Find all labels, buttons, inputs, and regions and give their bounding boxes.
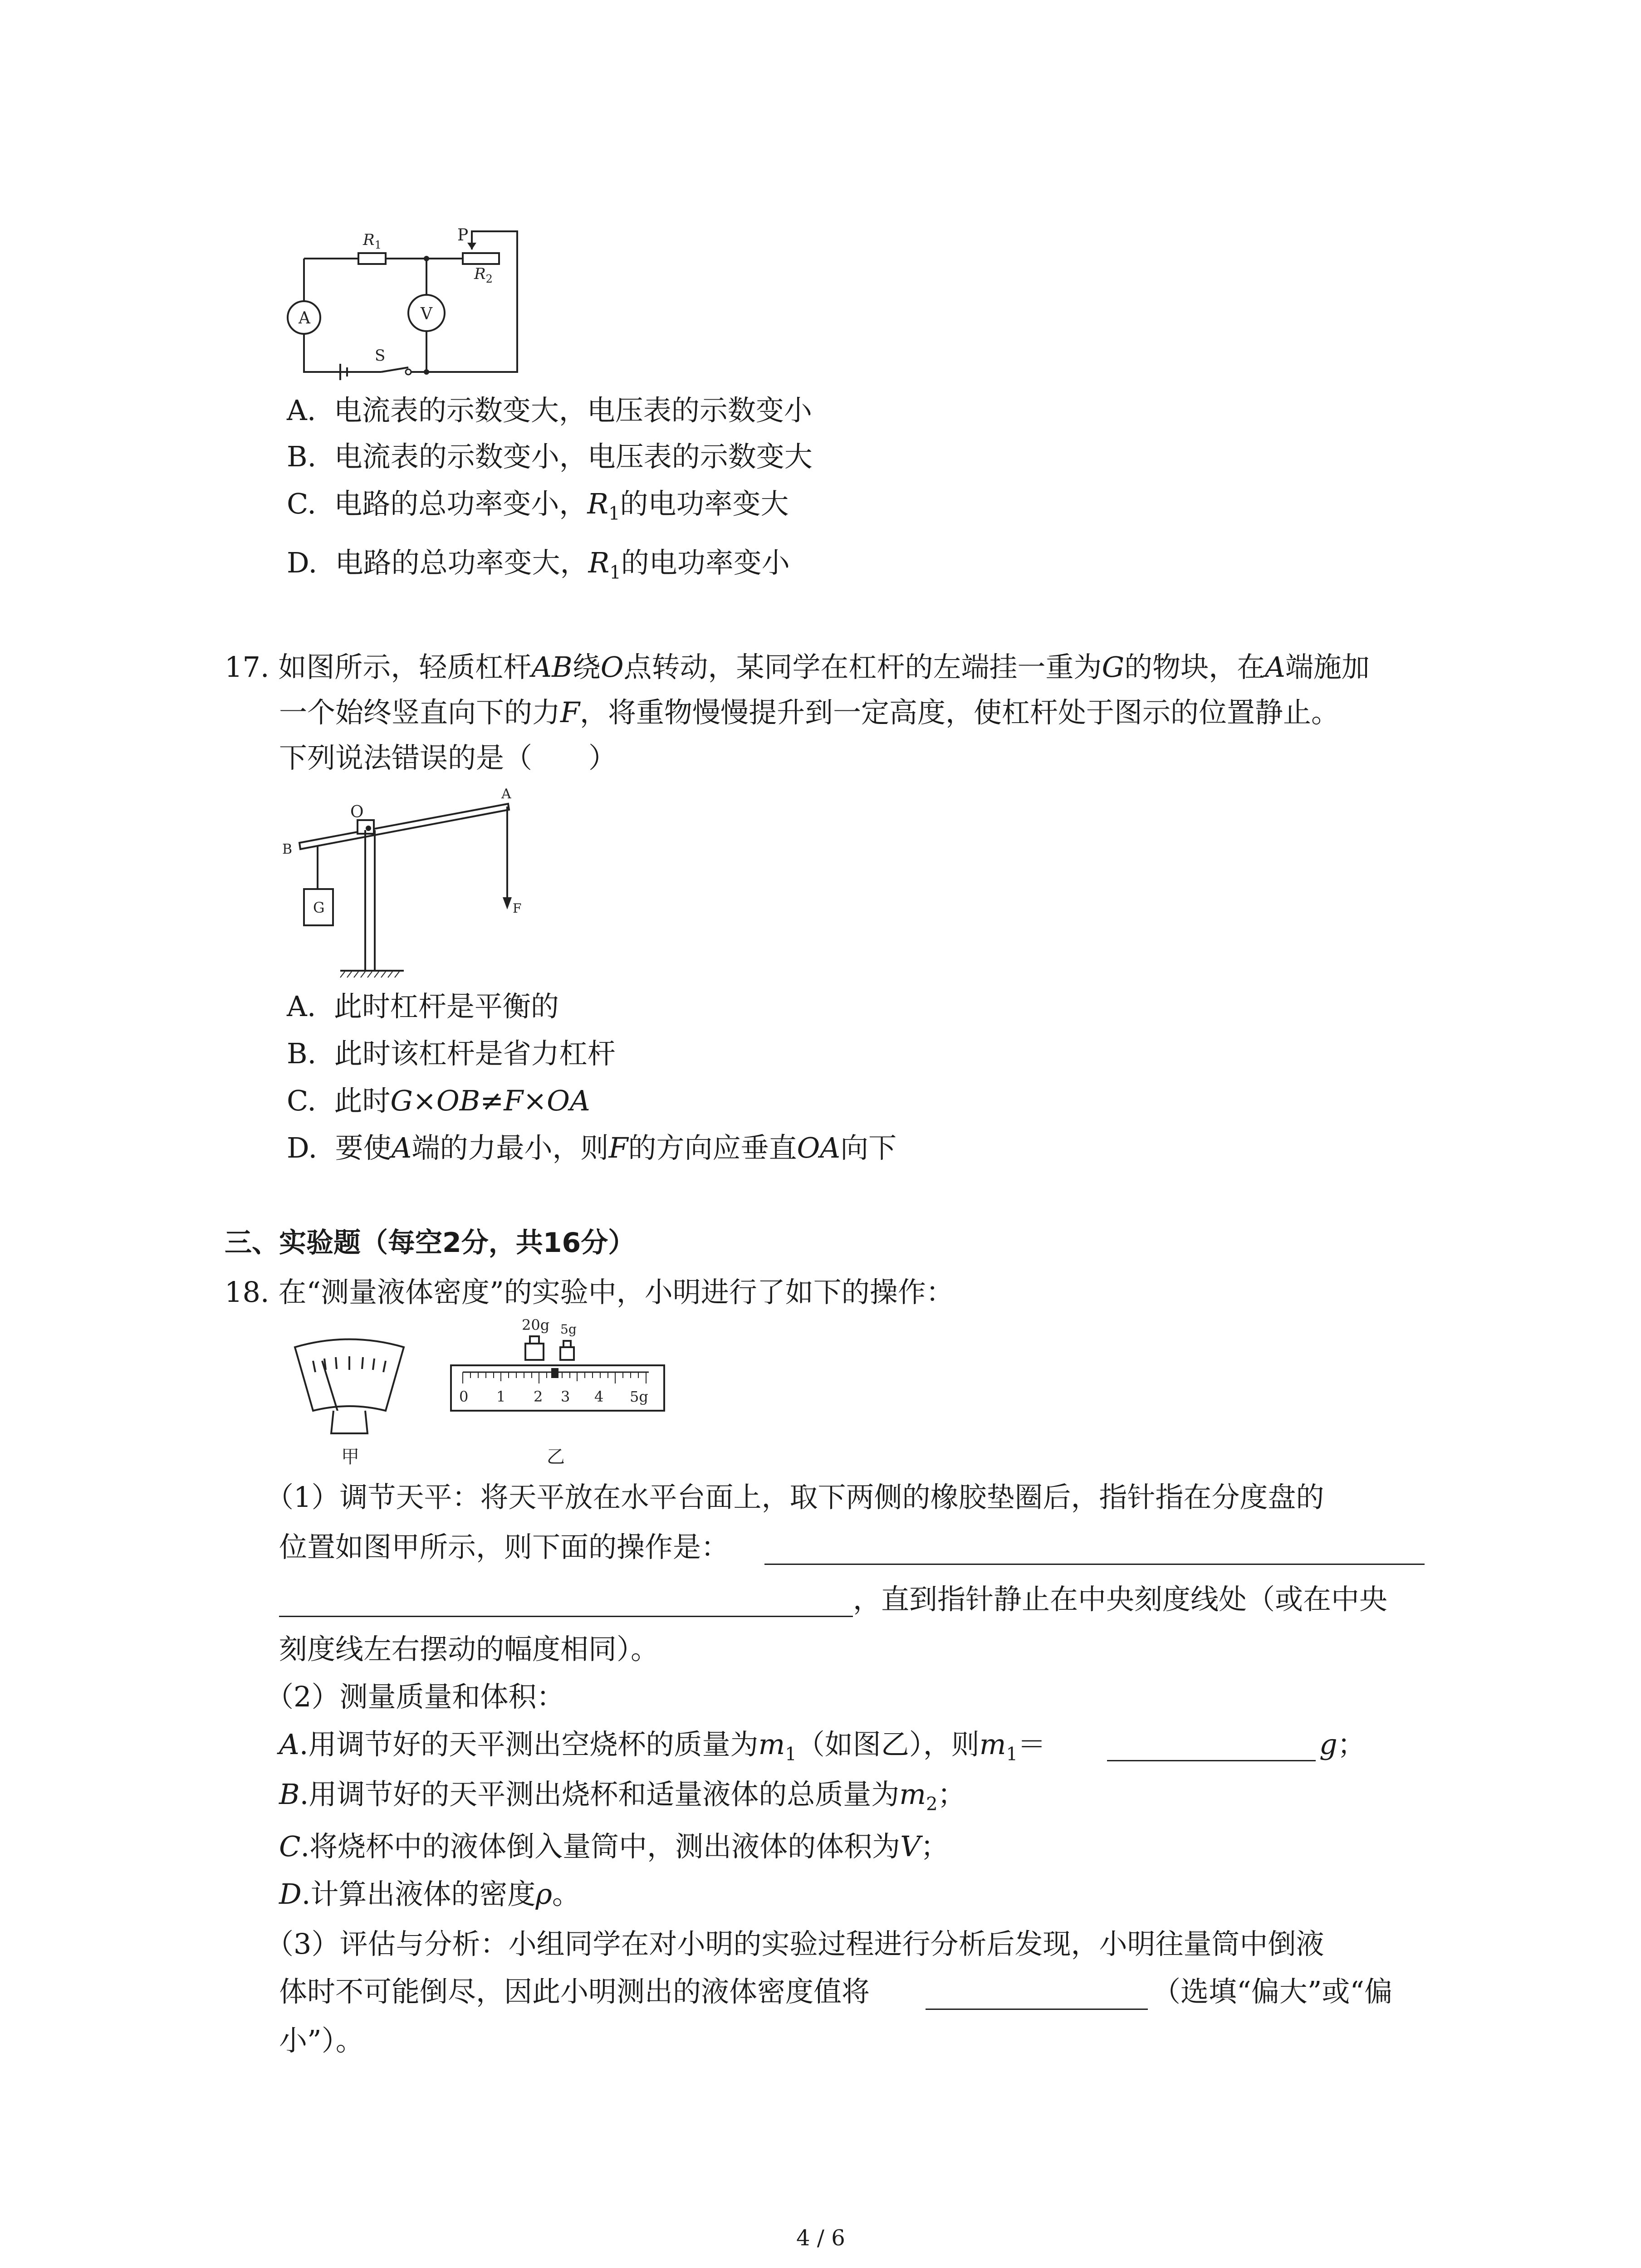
q18-p1-line-3: ，直到指针静止在中央刻度线处（或在中央 bbox=[853, 1583, 1388, 1616]
balance-weights-figure bbox=[449, 1315, 676, 1470]
q18-intro: 18. 在“测量液体密度”的实验中，小明进行了如下的操作： bbox=[225, 1276, 954, 1309]
lever-label-a: A bbox=[501, 786, 511, 802]
q18-p1-line-1: （1）调节天平：将天平放在水平台面上，取下两侧的橡胶垫圈后，指针指在分度盘的 bbox=[265, 1481, 1324, 1514]
ruler-tick-2: 2 bbox=[534, 1388, 543, 1405]
q18-p1-line-4: 刻度线左右摆动的幅度相同）。 bbox=[279, 1633, 659, 1666]
section-title: 三、实验题（每空2分，共16分） bbox=[225, 1227, 636, 1259]
ruler-tick-1: 1 bbox=[496, 1388, 506, 1405]
balance-dial-figure bbox=[290, 1334, 408, 1470]
q16-option-a: A. 电流表的示数变大，电压表的示数变小 bbox=[287, 394, 812, 427]
ruler-tick-4: 4 bbox=[594, 1388, 604, 1405]
answer-blank-1b[interactable] bbox=[279, 1616, 853, 1617]
lever-label-g: G bbox=[313, 899, 325, 916]
lever-label-b: B bbox=[282, 841, 293, 857]
ruler-tick-0: 0 bbox=[459, 1388, 469, 1405]
q18-p3-line-4: 小”）。 bbox=[279, 2024, 364, 2057]
q17-line-2: 一个始终竖直向下的力F，将重物慢慢提升到一定高度，使杠杆处于图示的位置静止。 bbox=[279, 696, 1340, 729]
q17-option-b: B. 此时该杠杆是省力杠杆 bbox=[287, 1037, 616, 1070]
q17-option-d: D. 要使A端的力最小，则F的方向应垂直OA向下 bbox=[287, 1131, 897, 1164]
q16-option-c: C. 电路的总功率变小，$R_1$的电功率变大 bbox=[287, 487, 789, 524]
q16-option-d: D. 电路的总功率变大，$R_1$的电功率变小 bbox=[287, 546, 790, 583]
figure-label-jia: 甲 bbox=[341, 1447, 359, 1467]
voltmeter-label: V bbox=[421, 305, 432, 323]
q18-p2-title: （2）测量质量和体积： bbox=[265, 1680, 565, 1713]
answer-blank-2[interactable] bbox=[1107, 1760, 1316, 1761]
switch-label: S bbox=[375, 347, 386, 365]
q17-option-a: A. 此时杠杆是平衡的 bbox=[287, 990, 559, 1023]
ruler-tick-3: 3 bbox=[561, 1388, 570, 1405]
q17-option-c: C. 此时G×OB≠F×OA bbox=[287, 1084, 590, 1117]
q17-line-3: 下列说法错误的是（ ） bbox=[279, 741, 617, 774]
q18-p3-line-1: （3）评估与分析：小组同学在对小明的实验过程进行分析后发现，小明往量筒中倒液 bbox=[265, 1927, 1324, 1960]
q18-p2-step-b: B.用调节好的天平测出烧杯和适量液体的总质量为$m_2$； bbox=[279, 1778, 966, 1815]
figure-label-yi: 乙 bbox=[547, 1447, 565, 1467]
q18-p2-step-a-unit: g； bbox=[1319, 1728, 1366, 1761]
circuit-label-p: P bbox=[457, 226, 469, 244]
page-number: 4 / 6 bbox=[796, 2225, 845, 2251]
q16-option-b: B. 电流表的示数变小，电压表的示数变大 bbox=[287, 440, 813, 473]
q18-p3-line-2: 体时不可能倒尽，因此小明测出的液体密度值将 bbox=[279, 1975, 870, 2008]
circuit-diagram bbox=[272, 222, 526, 386]
rider-marker bbox=[551, 1368, 558, 1378]
lever-diagram bbox=[272, 785, 526, 984]
circuit-label-r1: $R_1$ bbox=[363, 231, 382, 251]
weight-label-5g: 5g bbox=[560, 1322, 577, 1337]
answer-blank-3[interactable] bbox=[926, 2009, 1148, 2010]
lever-label-o: O bbox=[350, 803, 364, 821]
q18-p3-line-3: （选填“偏大”或“偏 bbox=[1152, 1975, 1393, 2008]
lever-label-f: F bbox=[513, 901, 522, 916]
q18-p2-step-d: D.计算出液体的密度ρ。 bbox=[279, 1877, 580, 1911]
q18-p2-step-a: A.用调节好的天平测出空烧杯的质量为$m_1$（如图乙），则$m_1=$ bbox=[279, 1728, 1046, 1765]
ammeter-label: A bbox=[299, 309, 310, 327]
q18-p1-line-2: 位置如图甲所示，则下面的操作是： bbox=[279, 1530, 730, 1564]
ruler-tick-5g: 5g bbox=[630, 1388, 648, 1405]
q18-p2-step-c: C.将烧杯中的液体倒入量筒中，测出液体的体积为V； bbox=[279, 1830, 949, 1863]
circuit-label-r2: $R_2$ bbox=[474, 265, 493, 285]
weight-label-20g: 20g bbox=[522, 1316, 550, 1334]
q17-line-1: 17. 如图所示，轻质杠杆AB绕O点转动，某同学在杠杆的左端挂一重为G的物块，在A端施加 bbox=[225, 650, 1370, 684]
answer-blank-1a[interactable] bbox=[764, 1564, 1425, 1565]
